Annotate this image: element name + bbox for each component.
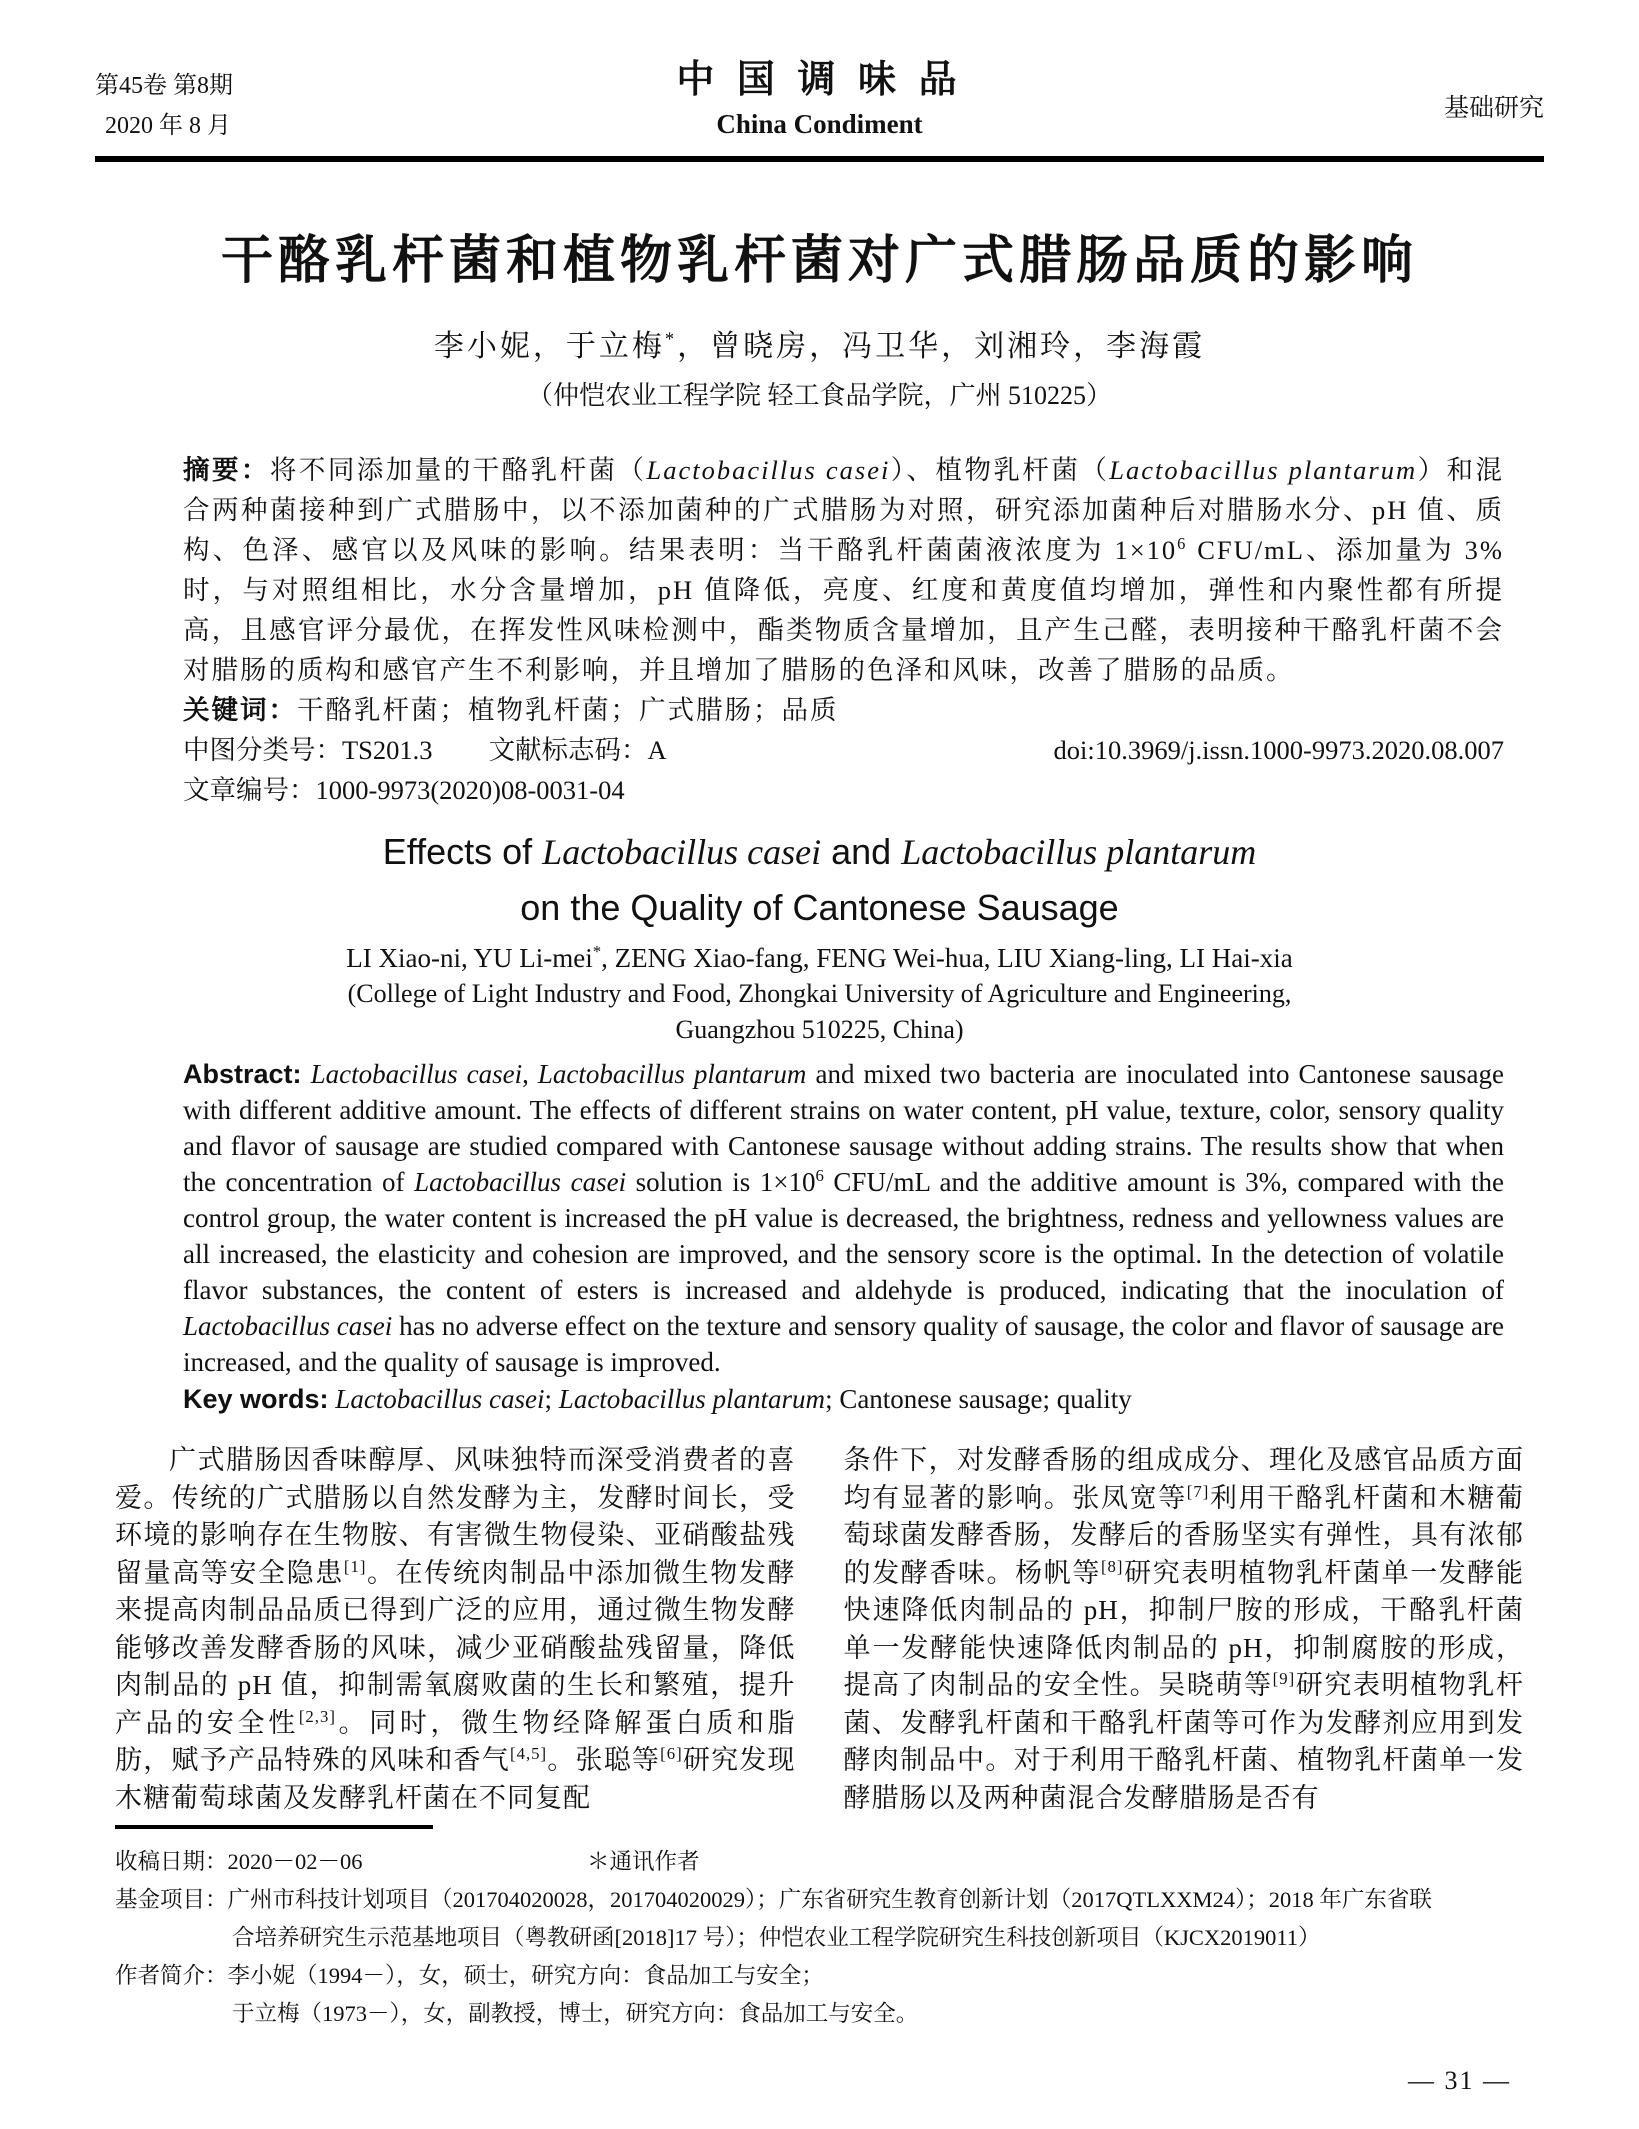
footnote-rule xyxy=(115,1825,433,1829)
article-title-en-line1: Effects of Lactobacillus casei and Lactobacillus plantarum xyxy=(382,831,1257,872)
header-issue-info xyxy=(95,48,330,146)
page-number: — 31 — xyxy=(1408,2066,1511,2095)
classification-row xyxy=(183,730,1504,770)
abstract-cn xyxy=(183,450,1504,690)
keywords-en-text: Lactobacillus casei; Lactobacillus plantarum; Cantonese sausage; quality xyxy=(335,1384,1132,1414)
volume-issue: 第45卷 第8期 xyxy=(95,73,233,99)
authors-en: LI Xiao-ni, YU Li-mei*, ZENG Xiao-fang, FENG Wei-hua, LIU Xiang-ling, LI Hai-xia xyxy=(346,942,1293,973)
journal-title-cn: 中 国 调 味 品 xyxy=(676,59,963,101)
body-column-left xyxy=(115,1442,796,1817)
article-title-cn: 干酪乳杆菌和植物乳杆菌对广式腊肠品质的影响 xyxy=(220,232,1418,290)
keywords-cn-text: 干酪乳杆菌；植物乳杆菌；广式腊肠；品质 xyxy=(297,695,839,725)
abstract-cn-label: 摘要： xyxy=(183,455,270,485)
clc-number: 中图分类号：TS201.3 xyxy=(183,735,433,765)
article-title-en xyxy=(95,824,1544,936)
affiliation-en-line2: Guangzhou 510225, China) xyxy=(675,1015,964,1044)
received-date: 收稿日期：2020－02－06 xyxy=(115,1849,363,1874)
column-name: 基础研究 xyxy=(1443,95,1544,122)
journal-name-block xyxy=(330,48,1309,140)
affiliation-en-line1: (College of Light Industry and Food, Zhongkai University of Agriculture and Engineering, xyxy=(347,979,1292,1008)
fund-project-line1: 基金项目：广州市科技计划项目（201704020028，201704020029）；广东省研究生教育创新计划（2017QTLXXM24）；2018 年广东省联 xyxy=(115,1887,1432,1912)
body-columns xyxy=(115,1442,1524,1817)
article-id: 文章编号：1000-9973(2020)08-0031-04 xyxy=(183,775,625,805)
abstract-en-text: Lactobacillus casei, Lactobacillus plantarum and mixed two bacteria are inoculated into Cantonese sausage with different additive amount. The effects of different strains on water content, pH value, texture, color, sensory quality and flavor of sausage are studied compared with Cantonese sausage without adding strains. The results show that when the concentration of Lactobacillus casei solution is $1\times 10^6$ CFU/mL and the additive amount is 3%, compared with the control group, the water content is increased the pH value is decreased, the brightness, redness and yellowness values are all increased, the elasticity and cohesion are improved, and the sensory score is the optimal. In the detection of volatile flavor substances, the content of esters is increased and aldehyde is produced, indicating that the inoculation of Lactobacillus casei has no adverse effect on the texture and sensory quality of sausage, the color and flavor of sausage are increased, and the quality of sausage is improved. xyxy=(183,1059,1505,1377)
header-rule xyxy=(95,156,1544,162)
abstract-en-label: Abstract: xyxy=(183,1059,302,1089)
document-code: 文献标志码：A xyxy=(488,735,667,765)
body-paragraph-left: 广式腊肠因香味醇厚、风味独特而深受消费者的喜爱。传统的广式腊肠以自然发酵为主，发酵时间长，受环境的影响存在生物胺、有害微生物侵染、亚硝酸盐残留量高等安全隐患[1]。在传统肉制品中添加微生物发酵来提高肉制品品质已得到广泛的应用，通过微生物发酵能够改善发酵香肠的风味，减少亚硝酸盐残留量，降低肉制品的 pH 值，抑制需氧腐败菌的生长和繁殖，提升产品的安全性[2,3]。同时，微生物经降解蛋白质和脂肪，赋予产品特殊的风味和香气[4,5]。张聪等[6]研究发现木糖葡萄球菌及发酵乳杆菌在不同复配 xyxy=(115,1445,796,1813)
issue-date: 2020 年 8 月 xyxy=(105,113,231,139)
abstract-cn-text: 将不同添加量的干酪乳杆菌（Lactobacillus casei）、植物乳杆菌（Lactobacillus plantarum）和混合两种菌接种到广式腊肠中，以不添加菌种的广式腊肠为对照，研究添加菌种后对腊肠水分、pH 值、质构、色泽、感官以及风味的影响。结果表明：当干酪乳杆菌菌液浓度为 $1\times 10^6$ CFU/mL、添加量为 3%时，与对照组相比，水分含量增加，pH 值降低，亮度、红度和黄度值均增加，弹性和内聚性都有所提高，且感官评分最优，在挥发性风味检测中，酯类物质含量增加，且产生己醛，表明接种干酪乳杆菌不会对腊肠的质构和感官产生不利影响，并且增加了腊肠的色泽和风味，改善了腊肠的品质。 xyxy=(183,455,1504,685)
body-column-right xyxy=(844,1442,1525,1817)
page-header xyxy=(95,48,1544,146)
abstract-en xyxy=(183,1056,1504,1380)
keywords-cn-label: 关键词： xyxy=(183,695,297,725)
author-bio-line2: 于立梅（1973－），女，副教授，博士，研究方向：食品加工与安全。 xyxy=(232,2001,919,2026)
affiliation-cn: （仲恺农业工程学院 轻工食品学院，广州 510225） xyxy=(526,381,1112,410)
footnote-lines xyxy=(115,1843,1544,2033)
article-title-en-line2: on the Quality of Cantonese Sausage xyxy=(520,887,1119,928)
footnote-received-row xyxy=(115,1843,1544,1881)
chinese-meta-block xyxy=(183,450,1504,810)
fund-project-line2: 合培养研究生示范基地项目（粤教研函[2018]17 号）；仲恺农业工程学院研究生科技创新项目（KJCX2019011） xyxy=(232,1925,1321,1950)
journal-title-en: China Condiment xyxy=(716,109,923,139)
keywords-cn xyxy=(183,690,1504,730)
doi: doi:10.3969/j.issn.1000-9973.2020.08.007 xyxy=(1053,735,1504,765)
footnote-block xyxy=(115,1825,1544,2033)
keywords-en xyxy=(183,1381,1504,1418)
corresponding-author-note: ＊通讯作者 xyxy=(587,1849,700,1874)
author-bio-line1: 作者简介：李小妮（1994－），女，硕士，研究方向：食品加工与安全； xyxy=(115,1963,824,1988)
authors-cn: 李小妮，于立梅*，曾晓房，冯卫华，刘湘玲，李海霞 xyxy=(433,329,1206,363)
keywords-en-label: Key words: xyxy=(183,1384,329,1414)
body-paragraph-right: 条件下，对发酵香肠的组成成分、理化及感官品质方面均有显著的影响。张凤宽等[7]利用干酪乳杆菌和木糖葡萄球菌发酵香肠，发酵后的香肠坚实有弹性，具有浓郁的发酵香味。杨帆等[8]研究表明植物乳杆菌单一发酵能快速降低肉制品的 pH，抑制尸胺的形成，干酪乳杆菌单一发酵能快速降低肉制品的 pH，抑制腐胺的形成，提高了肉制品的安全性。吴晓萌等[9]研究表明植物乳杆菌、发酵乳杆菌和干酪乳杆菌等可作为发酵剂应用到发酵肉制品中。对于利用干酪乳杆菌、植物乳杆菌单一发酵腊肠以及两种菌混合发酵腊肠是否有 xyxy=(843,1445,1525,1813)
